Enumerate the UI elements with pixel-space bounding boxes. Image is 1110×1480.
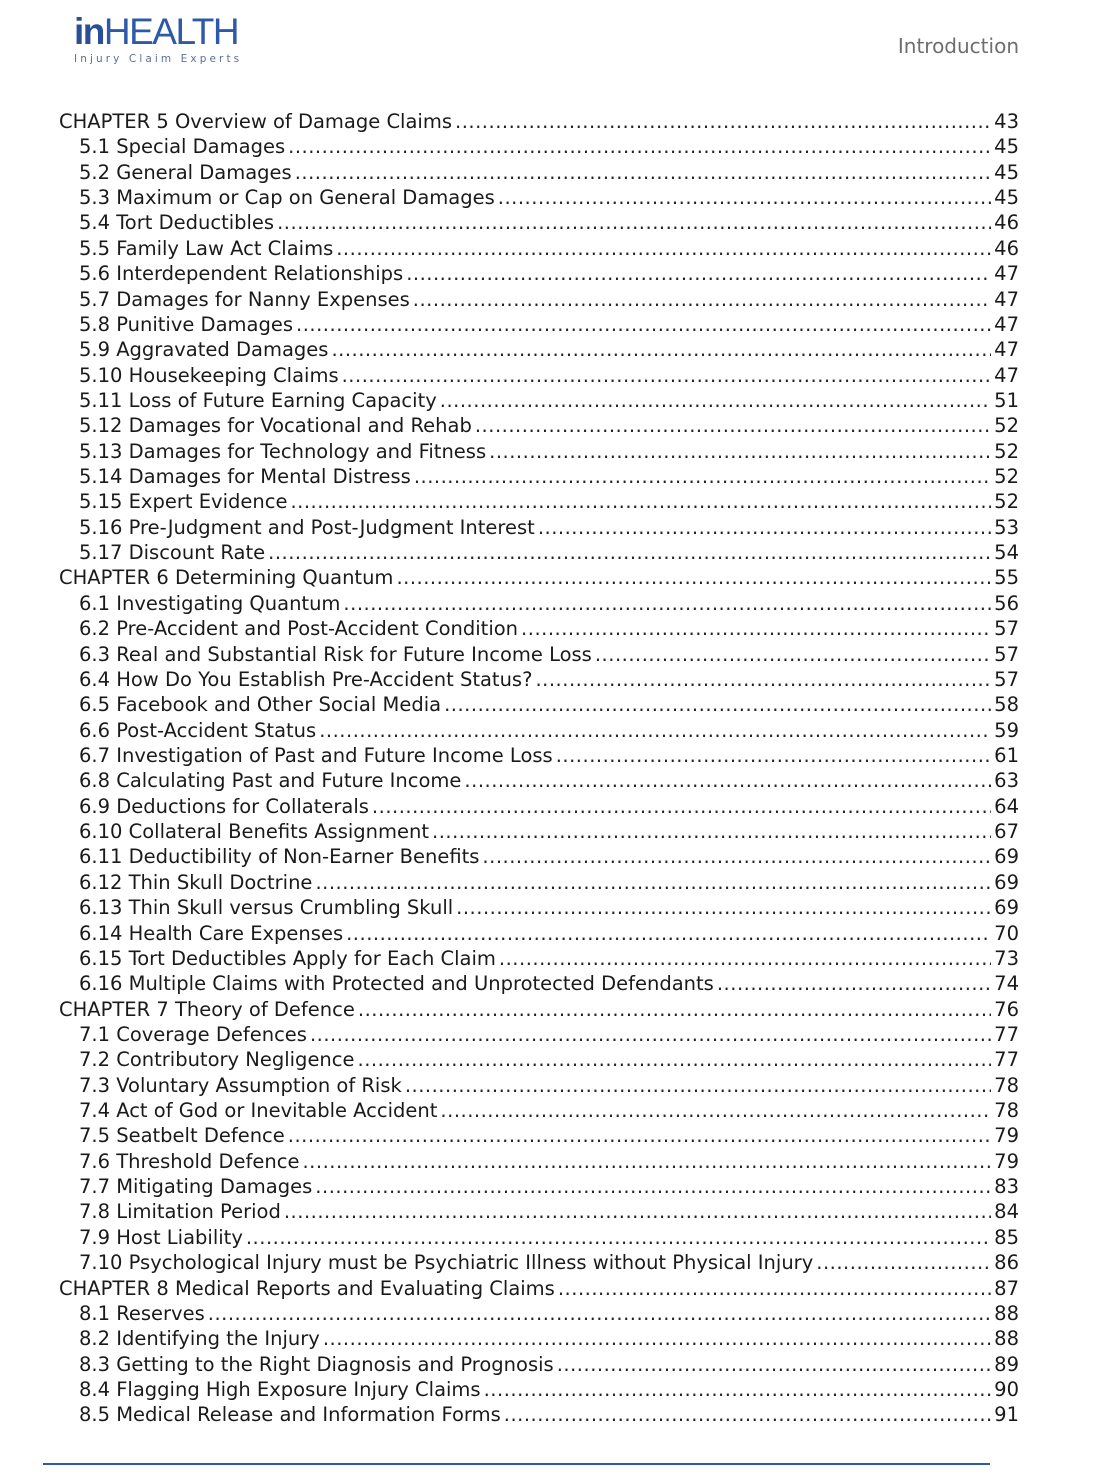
toc-page-number: 77 (994, 1048, 1019, 1072)
toc-chapter-entry[interactable] (59, 565, 1019, 590)
toc-page-number: 78 (994, 1073, 1019, 1097)
toc-section-entry[interactable] (59, 591, 1019, 616)
table-of-contents (59, 109, 1019, 1428)
toc-section-entry[interactable] (59, 515, 1019, 540)
toc-dot-leader (538, 515, 991, 540)
toc-entry-title: 5.16 Pre-Judgment and Post-Judgment Interest (79, 515, 535, 539)
toc-dot-leader (535, 667, 991, 692)
toc-dot-leader (464, 768, 991, 793)
toc-entry-title: CHAPTER 7 Theory of Defence (59, 997, 355, 1021)
toc-entry-title: 5.9 Aggravated Damages (79, 338, 329, 362)
toc-dot-leader (556, 743, 991, 768)
toc-dot-leader (323, 1326, 991, 1351)
toc-chapter-entry[interactable] (59, 997, 1019, 1022)
toc-page-number: 73 (994, 946, 1019, 970)
toc-entry-title: 6.14 Health Care Expenses (79, 921, 344, 945)
toc-entry-title: 6.7 Investigation of Past and Future Income Loss (79, 743, 553, 767)
toc-entry-title: 7.2 Contributory Negligence (79, 1048, 355, 1072)
toc-entry-title: 8.4 Flagging High Exposure Injury Claims (79, 1377, 481, 1401)
toc-dot-leader (288, 1123, 991, 1148)
toc-page-number: 88 (994, 1327, 1019, 1351)
toc-section-entry[interactable] (59, 870, 1019, 895)
toc-section-entry[interactable] (59, 743, 1019, 768)
toc-dot-leader (268, 540, 991, 565)
toc-page-number: 63 (994, 769, 1019, 793)
toc-entry-title: 5.6 Interdependent Relationships (79, 262, 404, 286)
toc-entry-title: 5.15 Expert Evidence (79, 490, 288, 514)
toc-page-number: 47 (994, 312, 1019, 336)
toc-section-entry[interactable] (59, 642, 1019, 667)
toc-dot-leader (284, 1199, 991, 1224)
toc-page-number: 53 (994, 515, 1019, 539)
toc-entry-title: 8.2 Identifying the Injury (79, 1327, 320, 1351)
toc-section-entry[interactable] (59, 464, 1019, 489)
toc-entry-title: 8.3 Getting to the Right Diagnosis and Prognosis (79, 1352, 554, 1376)
toc-entry-title: 6.16 Multiple Claims with Protected and Unprotected Defendants (79, 972, 714, 996)
toc-entry-title: 5.5 Family Law Act Claims (79, 236, 334, 260)
toc-section-entry[interactable] (59, 1199, 1019, 1224)
toc-dot-leader (358, 1047, 992, 1072)
toc-entry-title: 7.9 Host Liability (79, 1225, 243, 1249)
toc-chapter-entry[interactable] (59, 109, 1019, 134)
toc-dot-leader (315, 870, 991, 895)
toc-dot-leader (456, 895, 991, 920)
toc-section-entry[interactable] (59, 287, 1019, 312)
toc-entry-title: 6.2 Pre-Accident and Post-Accident Condition (79, 617, 519, 641)
toc-dot-leader (406, 261, 991, 286)
toc-section-entry[interactable] (59, 1047, 1019, 1072)
toc-page-number: 69 (994, 896, 1019, 920)
toc-entry-title: 5.4 Tort Deductibles (79, 211, 275, 235)
toc-section-entry[interactable] (59, 1402, 1019, 1427)
toc-dot-leader (444, 692, 991, 717)
toc-page-number: 84 (994, 1200, 1019, 1224)
toc-dot-leader (336, 236, 991, 261)
toc-section-entry[interactable] (59, 971, 1019, 996)
toc-section-entry[interactable] (59, 388, 1019, 413)
toc-dot-leader (295, 160, 991, 185)
toc-section-entry[interactable] (59, 768, 1019, 793)
toc-dot-leader (413, 287, 991, 312)
toc-page-number: 76 (994, 997, 1019, 1021)
toc-entry-title: 6.6 Post-Accident Status (79, 718, 317, 742)
toc-chapter-entry[interactable] (59, 1276, 1019, 1301)
toc-section-entry[interactable] (59, 844, 1019, 869)
toc-entry-title: 6.15 Tort Deductibles Apply for Each Claim (79, 946, 496, 970)
toc-dot-leader (315, 1174, 991, 1199)
toc-page-number: 55 (994, 566, 1019, 590)
toc-dot-leader (396, 565, 991, 590)
toc-section-entry[interactable] (59, 261, 1019, 286)
toc-dot-leader (498, 185, 991, 210)
toc-section-entry[interactable] (59, 946, 1019, 971)
toc-page-number: 91 (994, 1403, 1019, 1427)
toc-section-entry[interactable] (59, 667, 1019, 692)
toc-page-number: 69 (994, 845, 1019, 869)
toc-entry-title: 6.4 How Do You Establish Pre-Accident Status? (79, 667, 533, 691)
toc-entry-title: 7.10 Psychological Injury must be Psychiatric Illness without Physical Injury (79, 1251, 814, 1275)
toc-entry-title: 7.8 Limitation Period (79, 1200, 281, 1224)
toc-section-entry[interactable] (59, 616, 1019, 641)
toc-page-number: 43 (994, 110, 1019, 133)
toc-section-entry[interactable] (59, 819, 1019, 844)
toc-page-number: 58 (994, 693, 1019, 717)
toc-page-number: 70 (994, 921, 1019, 945)
toc-page-number: 54 (994, 541, 1019, 565)
toc-section-entry[interactable] (59, 1352, 1019, 1377)
toc-dot-leader (302, 1149, 991, 1174)
toc-page-number: 47 (994, 363, 1019, 387)
toc-section-entry[interactable] (59, 1326, 1019, 1351)
toc-section-entry[interactable] (59, 1123, 1019, 1148)
toc-page-number: 47 (994, 262, 1019, 286)
toc-entry-title: CHAPTER 8 Medical Reports and Evaluating Claims (59, 1276, 555, 1300)
toc-dot-leader (482, 844, 991, 869)
toc-page-number: 46 (994, 236, 1019, 260)
toc-section-entry[interactable] (59, 1225, 1019, 1250)
toc-dot-leader (346, 921, 991, 946)
toc-section-entry[interactable] (59, 439, 1019, 464)
toc-section-entry[interactable] (59, 134, 1019, 159)
toc-page-number: 79 (994, 1124, 1019, 1148)
toc-section-entry[interactable] (59, 1022, 1019, 1047)
toc-entry-title: 5.1 Special Damages (79, 135, 286, 159)
toc-dot-leader (246, 1225, 991, 1250)
toc-dot-leader (342, 363, 992, 388)
toc-page-number: 87 (994, 1276, 1019, 1300)
toc-dot-leader (343, 591, 991, 616)
toc-section-entry[interactable] (59, 1377, 1019, 1402)
toc-page-number: 86 (994, 1251, 1019, 1275)
toc-page-number: 47 (994, 287, 1019, 311)
toc-section-entry[interactable] (59, 363, 1019, 388)
logo-wordmark (74, 12, 254, 52)
toc-section-entry[interactable] (59, 1073, 1019, 1098)
toc-section-entry[interactable] (59, 1149, 1019, 1174)
toc-dot-leader (455, 109, 991, 134)
toc-page-number: 47 (994, 338, 1019, 362)
toc-entry-title: 6.12 Thin Skull Doctrine (79, 870, 313, 894)
toc-section-entry[interactable] (59, 337, 1019, 362)
toc-section-entry[interactable] (59, 160, 1019, 185)
toc-dot-leader (296, 312, 991, 337)
toc-section-entry[interactable] (59, 185, 1019, 210)
toc-section-entry[interactable] (59, 210, 1019, 235)
toc-page-number: 57 (994, 617, 1019, 641)
toc-entry-title: 7.6 Threshold Defence (79, 1149, 300, 1173)
toc-entry-title: 5.11 Loss of Future Earning Capacity (79, 388, 437, 412)
toc-page-number: 67 (994, 820, 1019, 844)
toc-entry-title: 8.1 Reserves (79, 1301, 205, 1325)
toc-page-number: 74 (994, 972, 1019, 996)
toc-page-number: 69 (994, 870, 1019, 894)
toc-entry-title: 5.3 Maximum or Cap on General Damages (79, 186, 495, 210)
toc-entry-title: 5.17 Discount Rate (79, 541, 266, 565)
toc-entry-title: 5.10 Housekeeping Claims (79, 363, 339, 387)
toc-dot-leader (717, 971, 991, 996)
toc-dot-leader (372, 794, 991, 819)
toc-entry-title: CHAPTER 5 Overview of Damage Claims (59, 110, 452, 133)
toc-page-number: 56 (994, 591, 1019, 615)
toc-entry-title: 7.5 Seatbelt Defence (79, 1124, 285, 1148)
toc-section-entry[interactable] (59, 1174, 1019, 1199)
toc-dot-leader (277, 210, 991, 235)
toc-entry-title: 7.4 Act of God or Inevitable Accident (79, 1099, 438, 1123)
toc-page-number: 61 (994, 743, 1019, 767)
toc-dot-leader (489, 439, 991, 464)
toc-entry-title: 7.3 Voluntary Assumption of Risk (79, 1073, 402, 1097)
toc-section-entry[interactable] (59, 794, 1019, 819)
toc-entry-title: CHAPTER 6 Determining Quantum (59, 566, 394, 590)
toc-dot-leader (484, 1377, 992, 1402)
toc-page-number: 46 (994, 211, 1019, 235)
toc-entry-title: 5.13 Damages for Technology and Fitness (79, 439, 487, 463)
toc-page-number: 59 (994, 718, 1019, 742)
toc-page-number: 52 (994, 490, 1019, 514)
toc-section-entry[interactable] (59, 718, 1019, 743)
toc-dot-leader (358, 997, 991, 1022)
toc-page-number: 45 (994, 160, 1019, 184)
toc-entry-title: 5.14 Damages for Mental Distress (79, 465, 411, 489)
toc-entry-title: 6.5 Facebook and Other Social Media (79, 693, 442, 717)
toc-entry-title: 5.8 Punitive Damages (79, 312, 294, 336)
toc-entry-title: 7.7 Mitigating Damages (79, 1175, 313, 1199)
toc-dot-leader (208, 1301, 991, 1326)
toc-section-entry[interactable] (59, 692, 1019, 717)
toc-dot-leader (440, 388, 991, 413)
toc-page-number: 52 (994, 439, 1019, 463)
toc-dot-leader (405, 1073, 991, 1098)
toc-page-number: 57 (994, 667, 1019, 691)
toc-dot-leader (499, 946, 991, 971)
logo-in-text: in (74, 11, 104, 52)
toc-entry-title: 6.3 Real and Substantial Risk for Future Income Loss (79, 642, 592, 666)
toc-section-entry[interactable] (59, 1301, 1019, 1326)
toc-page-number: 64 (994, 794, 1019, 818)
toc-dot-leader (504, 1402, 991, 1427)
toc-entry-title: 6.13 Thin Skull versus Crumbling Skull (79, 896, 454, 920)
toc-dot-leader (331, 337, 991, 362)
toc-section-entry[interactable] (59, 895, 1019, 920)
toc-page-number: 85 (994, 1225, 1019, 1249)
toc-dot-leader (290, 489, 991, 514)
toc-dot-leader (319, 718, 991, 743)
toc-page-number: 45 (994, 135, 1019, 159)
toc-dot-leader (595, 642, 991, 667)
section-title: Introduction (897, 34, 1019, 58)
toc-section-entry[interactable] (59, 540, 1019, 565)
toc-page-number: 89 (994, 1352, 1019, 1376)
toc-dot-leader (414, 464, 991, 489)
toc-page-number: 45 (994, 186, 1019, 210)
toc-dot-leader (440, 1098, 991, 1123)
logo-health-text: HEALTH (103, 11, 239, 52)
toc-entry-title: 5.12 Damages for Vocational and Rehab (79, 414, 472, 438)
toc-entry-title: 6.11 Deductibility of Non-Earner Benefits (79, 845, 480, 869)
toc-entry-title: 5.7 Damages for Nanny Expenses (79, 287, 410, 311)
toc-dot-leader (432, 819, 991, 844)
toc-dot-leader (521, 616, 991, 641)
logo-tagline: Injury Claim Experts (74, 53, 243, 65)
toc-page-number: 83 (994, 1175, 1019, 1199)
toc-entry-title: 6.1 Investigating Quantum (79, 591, 341, 615)
toc-page-number: 77 (994, 1022, 1019, 1046)
toc-section-entry[interactable] (59, 489, 1019, 514)
toc-dot-leader (816, 1250, 991, 1275)
toc-entry-title: 6.8 Calculating Past and Future Income (79, 769, 462, 793)
toc-dot-leader (558, 1276, 991, 1301)
inhealth-logo (74, 12, 254, 65)
toc-page-number: 52 (994, 414, 1019, 438)
toc-dot-leader (310, 1022, 991, 1047)
toc-page-number: 88 (994, 1301, 1019, 1325)
toc-entry-title: 6.9 Deductions for Collaterals (79, 794, 369, 818)
toc-dot-leader (475, 413, 991, 438)
toc-page-number: 57 (994, 642, 1019, 666)
toc-entry-title: 7.1 Coverage Defences (79, 1022, 307, 1046)
toc-entry-title: 8.5 Medical Release and Information Forms (79, 1403, 501, 1427)
toc-section-entry[interactable] (59, 1250, 1019, 1275)
footer-divider (43, 1463, 990, 1465)
toc-section-entry[interactable] (59, 1098, 1019, 1123)
toc-page-number: 51 (994, 388, 1019, 412)
toc-section-entry[interactable] (59, 413, 1019, 438)
toc-dot-leader (557, 1352, 991, 1377)
toc-page-number: 52 (994, 465, 1019, 489)
toc-section-entry[interactable] (59, 921, 1019, 946)
toc-page-number: 90 (994, 1377, 1019, 1401)
toc-page-number: 79 (994, 1149, 1019, 1173)
toc-section-entry[interactable] (59, 312, 1019, 337)
toc-page-number: 78 (994, 1099, 1019, 1123)
toc-entry-title: 5.2 General Damages (79, 160, 292, 184)
toc-entry-title: 6.10 Collateral Benefits Assignment (79, 820, 430, 844)
toc-section-entry[interactable] (59, 236, 1019, 261)
toc-dot-leader (288, 134, 991, 159)
